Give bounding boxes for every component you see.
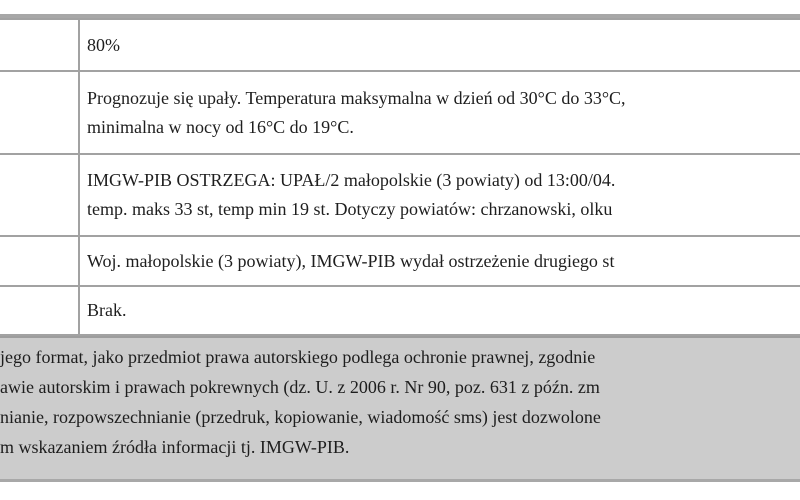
row-label-cell	[0, 236, 79, 286]
copyright-line-3: nianie, rozpowszechnianie (przedruk, kopiowanie, wiadomość sms) jest dozwolone	[0, 407, 601, 427]
copyright-notice	[0, 336, 800, 482]
row-value-cell	[79, 71, 800, 154]
row-value-cell	[79, 154, 800, 236]
probability-value: 80%	[87, 34, 120, 55]
copyright-line-1: jego format, jako przedmiot prawa autorskiego podlega ochronie prawnej, zgodnie	[0, 347, 596, 367]
copyright-line-4: m wskazaniem źródła informacji tj. IMGW-PIB.	[0, 437, 350, 457]
weather-warning-table	[0, 18, 800, 336]
table-row-warning	[0, 154, 800, 236]
row-label-cell	[0, 286, 79, 335]
row-label-cell	[0, 71, 79, 154]
warning-text-line-2: temp. maks 33 st, temp min 19 st. Dotyczy powiatów: chrzanowski, olku	[87, 199, 613, 219]
region-text: Woj. małopolskie (3 powiaty), IMGW-PIB wydał ostrzeżenie drugiego st	[87, 250, 615, 271]
copyright-line-2: awie autorskim i prawach pokrewnych (dz. U. z 2006 r. Nr 90, poz. 631 z późn. zm	[0, 377, 600, 397]
forecast-text-line-1: Prognozuje się upały. Temperatura maksymalna w dzień od 30°C do 33°C,	[87, 87, 626, 108]
row-label-cell	[0, 154, 79, 236]
top-blank-strip	[0, 0, 800, 14]
remarks-text: Brak.	[87, 300, 127, 320]
warning-text-line-1: IMGW-PIB OSTRZEGA: UPAŁ/2 małopolskie (3 powiaty) od 13:00/04.	[87, 170, 616, 190]
table-row-region	[0, 236, 800, 286]
row-value-cell	[79, 286, 800, 335]
row-value-cell	[79, 19, 800, 71]
table-row-forecast	[0, 71, 800, 154]
row-label-cell	[0, 19, 79, 71]
table-row-probability	[0, 19, 800, 71]
row-value-cell	[79, 236, 800, 286]
forecast-text-line-2: minimalna w nocy od 16°C do 19°C.	[87, 116, 354, 137]
table-row-remarks	[0, 286, 800, 335]
